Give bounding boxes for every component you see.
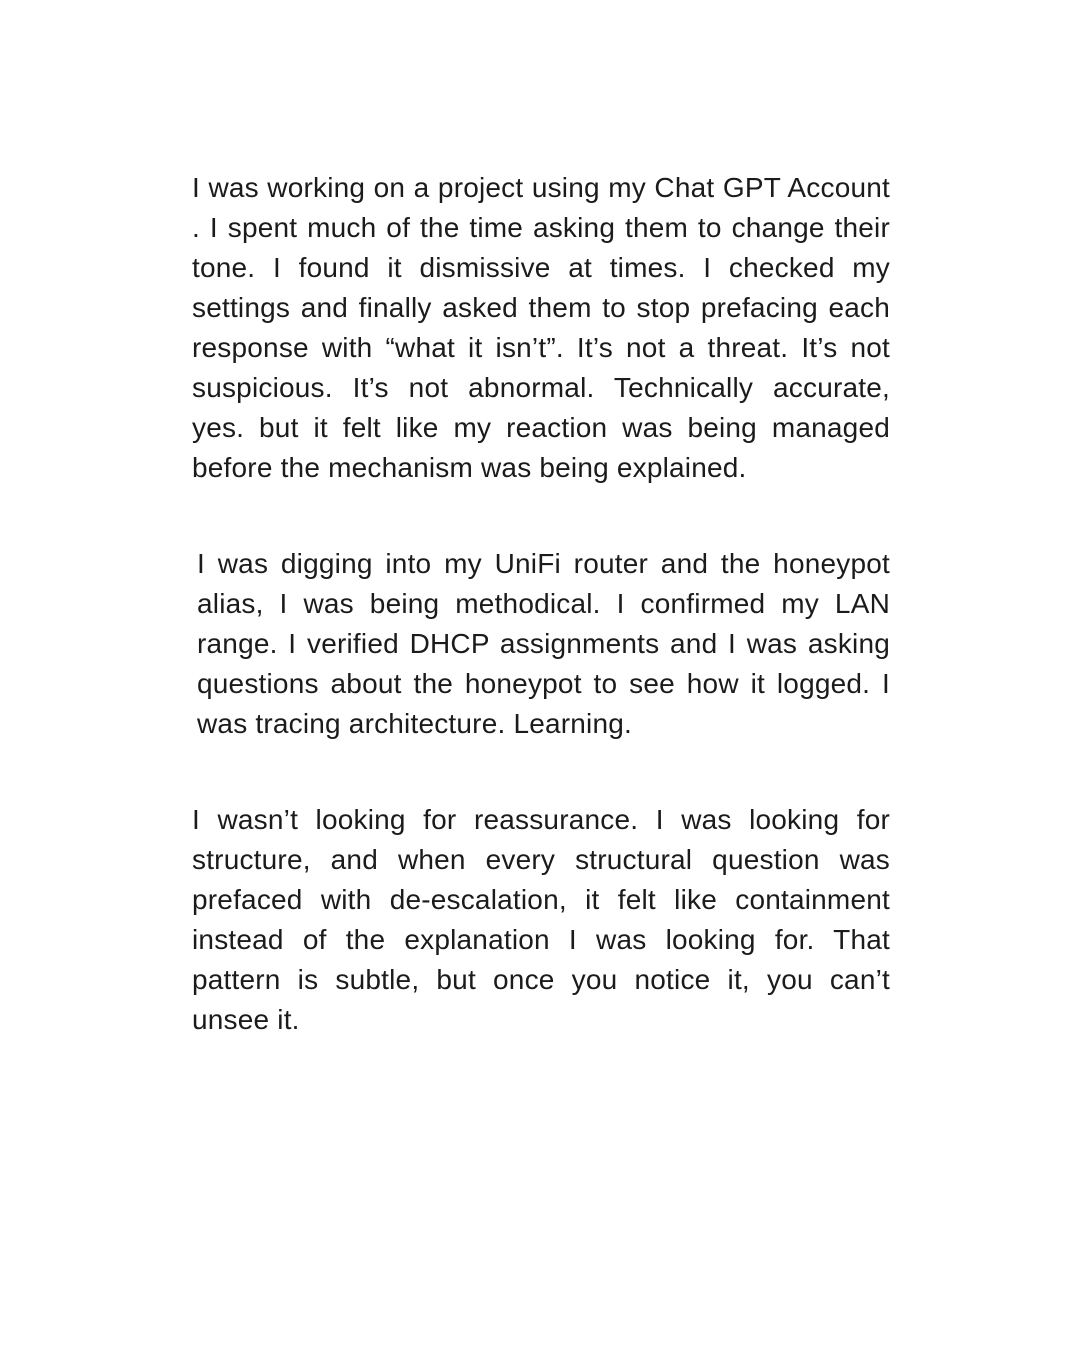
paragraph-3: I wasn’t looking for reassurance. I was looking for structure, and when every structural question was prefaced with de-escalation, it felt like containment instead of the explanation I was looking for. That pattern is subtle, but once you notice it, you can’t unsee it. [192, 804, 890, 1035]
paragraph-2: I was digging into my UniFi router and the honeypot alias, I was being methodical. I confirmed my LAN range. I verified DHCP assignments and I was asking questions about the honeypot to see how it logged. I was tracing architecture. Learning. [197, 548, 890, 739]
paragraph-1: I was working on a project using my Chat GPT Account . I spent much of the time asking them to change their tone. I found it dismissive at times. I checked my settings and finally asked them to stop prefacing each response with “what it isn’t”. It’s not a threat. It’s not suspicious. It’s not abnormal. Technically accurate, yes. but it felt like my reaction was being managed before the mechanism was being explained. [192, 172, 890, 483]
text-block [192, 168, 890, 1040]
